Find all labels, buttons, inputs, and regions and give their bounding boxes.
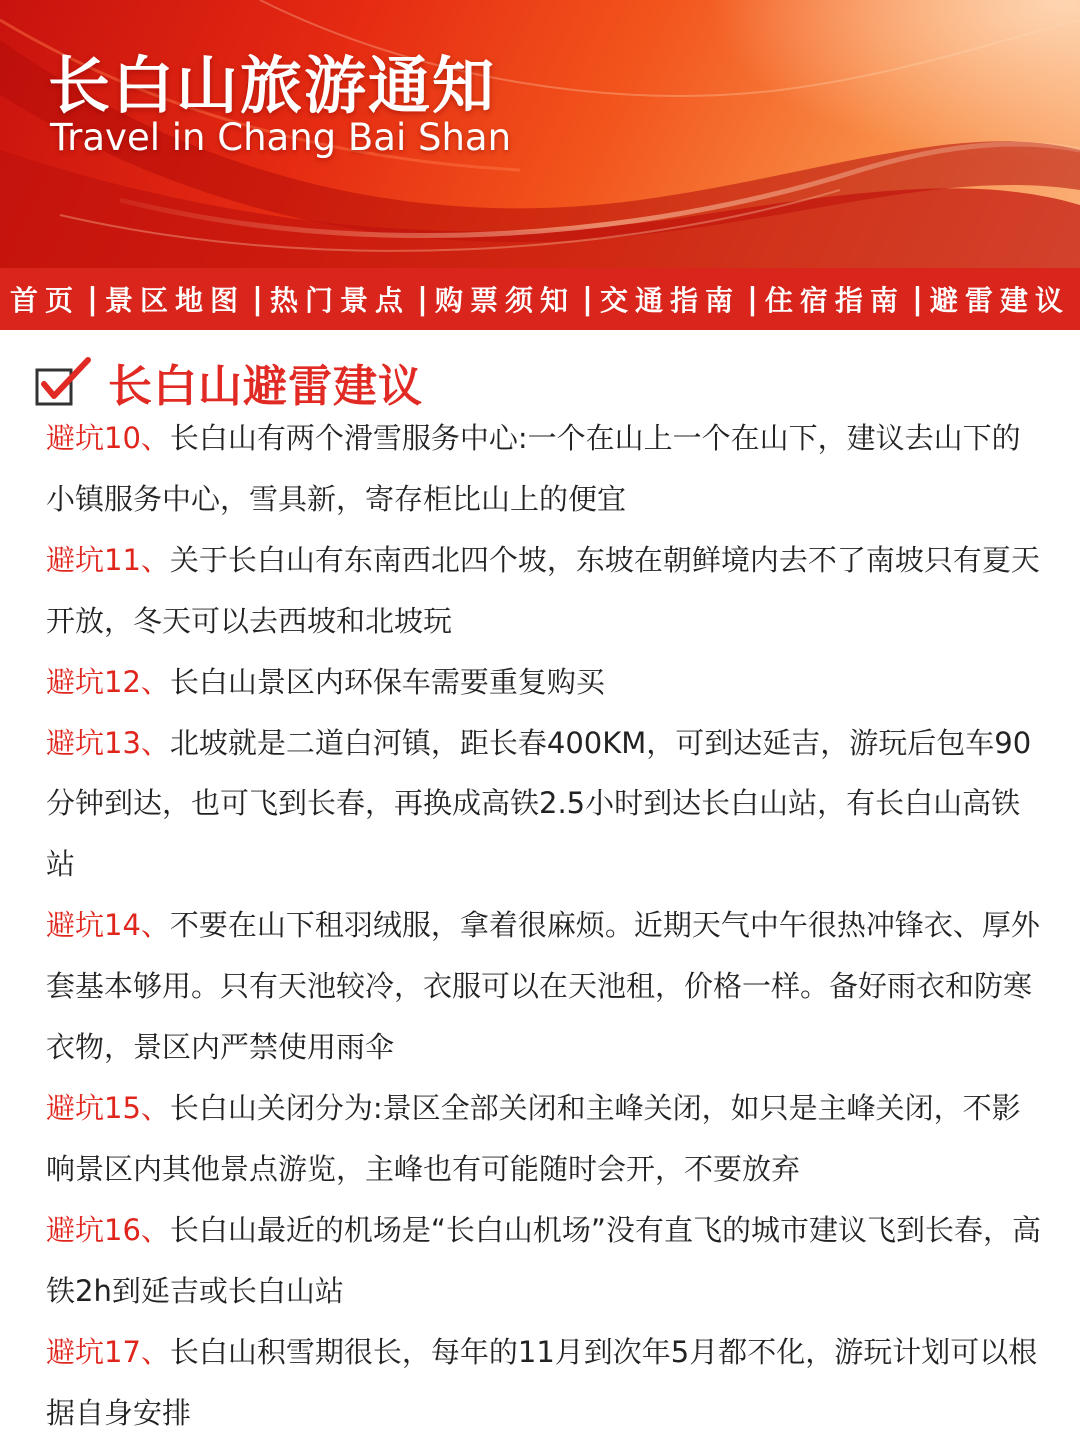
tip-label: 避坑11、 xyxy=(46,542,170,577)
banner-subtitle: Travel in Chang Bai Shan xyxy=(50,116,512,159)
banner-title: 长白山旅游通知 xyxy=(48,49,497,122)
section-header xyxy=(34,352,423,412)
nav-item-home[interactable]: 首页 xyxy=(10,284,81,317)
tip-item xyxy=(46,1322,1046,1440)
tip-item xyxy=(46,713,1046,896)
top-navigation xyxy=(0,268,1080,330)
tip-text: 不要在山下租羽绒服，拿着很麻烦。近期天气中午很热冲锋衣、厚外套基本够用。只有天池较冷，衣服可以在天池租，价格一样。备好雨衣和防寒衣物，景区内严禁使用雨伞 xyxy=(46,908,1040,1065)
tip-label: 避坑13、 xyxy=(46,725,170,760)
nav-separator: | xyxy=(252,281,263,317)
tip-label: 避坑15、 xyxy=(46,1090,170,1125)
tip-text: 长白山关闭分为:景区全部关闭和主峰关闭，如只是主峰关闭，不影响景区内其他景点游览，主峰也有可能随时会开，不要放弃 xyxy=(46,1090,1021,1186)
checkbox-checked-icon xyxy=(34,356,94,408)
tip-text: 长白山有两个滑雪服务中心:一个在山上一个在山下，建议去山下的小镇服务中心，雪具新，寄存柜比山上的便宜 xyxy=(46,421,1021,516)
nav-separator: | xyxy=(746,281,758,317)
nav-separator: | xyxy=(416,281,428,317)
nav-item-popular-spots[interactable]: 热门景点 xyxy=(269,284,410,317)
tip-text: 长白山最近的机场是“长白山机场”没有直飞的城市建议飞到长春，高铁2h到延吉或长白山站 xyxy=(46,1212,1041,1308)
tip-label: 避坑12、 xyxy=(46,664,170,699)
nav-item-pitfall-tips[interactable]: 避雷建议 xyxy=(929,284,1070,317)
tip-text: 长白山积雪期很长，每年的11月到次年5月都不化，游玩计划可以根据自身安排 xyxy=(46,1334,1038,1430)
tip-label: 避坑10、 xyxy=(46,421,170,455)
section-title: 长白山避雷建议 xyxy=(108,361,423,412)
tip-item xyxy=(46,652,1046,713)
tip-item xyxy=(46,408,1046,530)
tip-label: 避坑16、 xyxy=(46,1212,170,1247)
tips-list xyxy=(46,408,1046,1440)
nav-item-transport-guide[interactable]: 交通指南 xyxy=(599,284,740,317)
tip-item xyxy=(46,1078,1046,1200)
tip-label: 避坑14、 xyxy=(46,908,170,943)
header-banner xyxy=(0,0,1080,268)
nav-separator: | xyxy=(911,281,923,317)
nav-item-lodging-guide[interactable]: 住宿指南 xyxy=(764,284,905,317)
tip-item xyxy=(46,530,1046,652)
tip-text: 长白山景区内环保车需要重复购买 xyxy=(169,664,605,699)
nav-item-scenic-map[interactable]: 景区地图 xyxy=(104,284,245,317)
tip-item xyxy=(46,1200,1046,1322)
tip-text: 关于长白山有东南西北四个坡，东坡在朝鲜境内去不了南坡只有夏天开放，冬天可以去西坡和北坡玩 xyxy=(46,542,1040,638)
nav-item-ticket-info[interactable]: 购票须知 xyxy=(434,284,575,317)
tip-label: 避坑17、 xyxy=(46,1334,170,1369)
nav-separator: | xyxy=(87,281,98,317)
tip-item xyxy=(46,895,1046,1078)
nav-separator: | xyxy=(581,281,593,317)
tip-text: 北坡就是二道白河镇，距长春400KM，可到达延吉，游玩后包车90分钟到达，也可飞到长春，再换成高铁2.5小时到达长白山站，有长白山高铁站 xyxy=(46,725,1032,882)
